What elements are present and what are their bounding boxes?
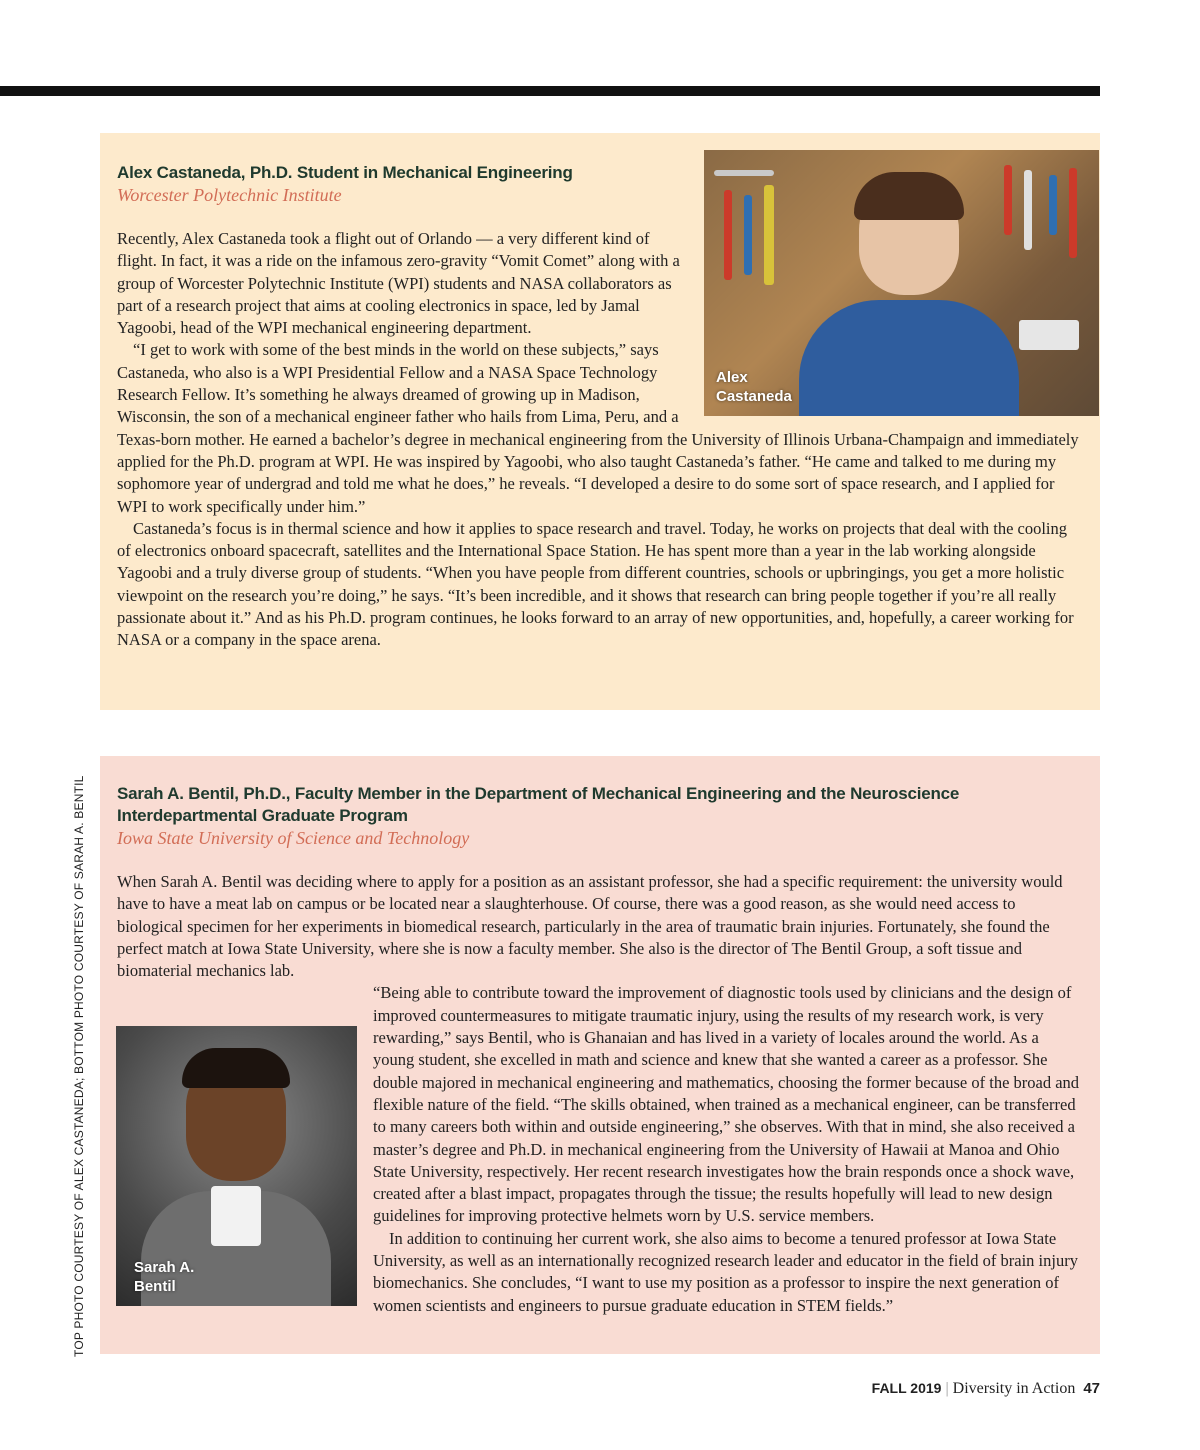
photo-credit: TOP PHOTO COURTESY OF ALEX CASTANEDA; BOTTOM PHOTO COURTESY OF SARAH A. BENTIL — [72, 775, 86, 1357]
profile-body — [117, 871, 1083, 1317]
paragraph: When Sarah A. Bentil was deciding where to apply for a position as an assistant professor, she had a specific requirement: the university would have to have a meat lab on campus or be located near a slaughterhouse. Of course, there was a good reason, as she would need access to biological specimen for her experiments in biomedical research, particularly in the area of traumatic brain injuries. Fortunately, she found the perfect match at Iowa State University, where she is now a faculty member. She also is the director of The Bentil Group, a soft tissue and biomaterial mechanics lab. — [117, 872, 1063, 981]
profile-heading: Sarah A. Bentil, Ph.D., Faculty Member in the Department of Mechanical Engineering and the Neuroscience Interdepartmental Graduate Program — [117, 784, 960, 825]
footer-season: FALL 2019 — [871, 1380, 942, 1396]
footer-separator: | — [945, 1380, 949, 1397]
photo-caption: Sarah A. Bentil — [134, 1259, 195, 1296]
top-rule — [0, 86, 1100, 96]
profile-bentil — [100, 756, 1100, 1354]
photo-caption: Alex Castaneda — [716, 369, 792, 405]
profile-institution: Worcester Polytechnic Institute — [117, 185, 342, 205]
page-number: 47 — [1083, 1380, 1100, 1397]
paragraph: In addition to continuing her current work, she also aims to become a tenured professor at Iowa State University, as well as an internationally recognized research leader and educator in the field of brain injury biomechanics. She concludes, “I want to use my position as a professor to inspire the next generation of women scientists and engineers to pursue graduate education in STEM fields.” — [373, 1228, 1078, 1315]
profile-institution: Iowa State University of Science and Technology — [117, 828, 470, 848]
photo-sarah-bentil — [116, 1026, 357, 1306]
photo-alex-castaneda — [704, 150, 1099, 416]
profile-castaneda — [100, 133, 1100, 710]
paragraph: Castaneda’s focus is in thermal science and how it applies to space research and travel. Today, he works on projects that deal with the cooling of electronics onboard spacecraft, satellites and the International Space Station. He has spent more than a year in the lab working alongside Yagoobi and a truly diverse group of students. “When you have people from different countries, schools or upbringings, you get a more holistic viewpoint on the research you’re doing,” he says. “It’s been incredible, and it shows that research can bring people together if you’re all really passionate about it.” And as his Ph.D. program continues, he looks forward to an array of new opportunities, and, hopefully, a career working for NASA or a company in the space arena. — [117, 518, 1074, 650]
profile-heading: Alex Castaneda, Ph.D. Student in Mechanical Engineering — [117, 163, 573, 182]
paragraph: “Being able to contribute toward the improvement of diagnostic tools used by clinicians and the design of improved countermeasures to mitigate traumatic injury, using the results of my research work, is very rewarding,” says Bentil, who is Ghanaian and has lived in a variety of locales around the world. As a young student, she excelled in math and science and knew that she wanted a career as a professor. She double majored in mechanical engineering and mathematics, choosing the former because of the broad and flexible nature of the field. “The skills obtained, when trained as a mechanical engineer, can be transferred to many careers both within and outside engineering,” she observes. With that in mind, she also received a master’s degree and Ph.D. in mechanical engineering from the University of Hawaii at Manoa and Ohio State University, respectively. Her recent research investigates how the brain responds once a shock wave, created after a blast impact, propagates through the tissue; the results hopefully will lead to new design guidelines for improving protective helmets worn by U.S. service members. — [373, 983, 1080, 1226]
footer-magazine: Diversity in Action — [952, 1380, 1076, 1397]
paragraph: “I get to work with some of the best minds in the world on these subjects,” says Castaneda, who also is a WPI Presidential Fellow and a NASA Space Technology Research Fellow. It’s something he always dreamed of growing up in Madison, Wisconsin, the son of a mechanical engineer father who hails from Lima, Peru, and a Texas-born mother. He earned a bachelor’s degree in mechanical engineering from the University of Illinois Urbana-Champaign and immediately applied for the Ph.D. program at WPI. He was inspired by Yagoobi, who also taught Castaneda’s father. “He came and talked to me during my sophomore year of undergrad and told me what he does,” he reveals. “I developed a desire to do some sort of space research, and I applied for WPI to work specifically under him.” — [117, 340, 1079, 516]
page-footer — [872, 1380, 1100, 1398]
paragraph: Recently, Alex Castaneda took a flight out of Orlando — a very different kind of flight. In fact, it was a ride on the infamous zero-gravity “Vomit Comet” along with a group of Worcester Polytechnic Institute (WPI) students and NASA collaborators as part of a research project that aims at cooling electronics in space, led by Jamal Yagoobi, head of the WPI mechanical engineering department. — [117, 229, 680, 338]
